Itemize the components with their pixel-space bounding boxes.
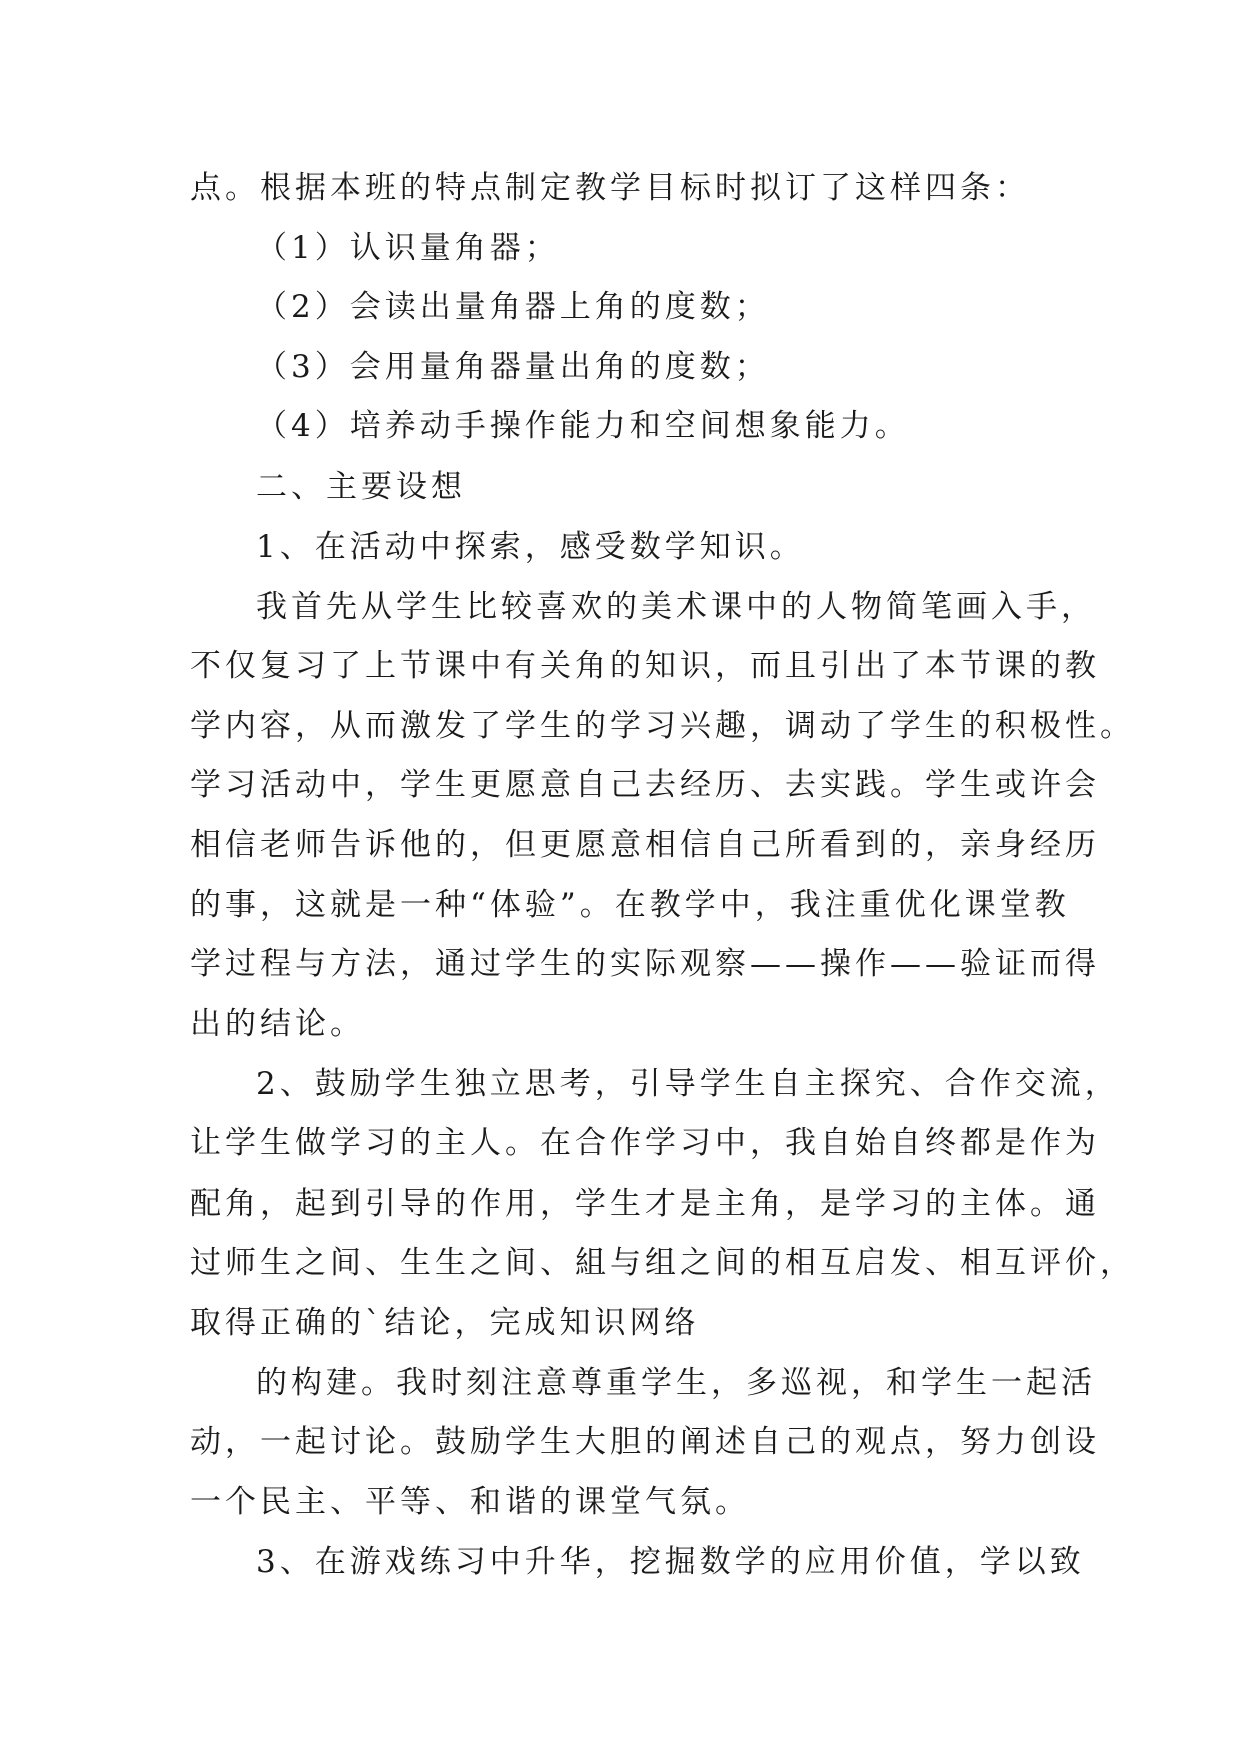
subsection-heading: 1、在活动中探索，感受数学知识。: [256, 529, 805, 565]
list-item: （3）会用量角器量出角的度数；: [256, 349, 770, 385]
section-heading: 二、主要设想: [256, 469, 466, 505]
text-line: 相信老师告诉他的，但更愿意相信自己所看到的，亲身经历: [190, 827, 1100, 863]
text-line: 让学生做学习的主人。在合作学习中，我自始自终都是作为: [190, 1125, 1100, 1161]
text-line: 2、鼓励学生独立思考，引导学生自主探究、合作交流，: [256, 1066, 1120, 1102]
text-line: 我首先从学生比较喜欢的美术课中的人物简笔画入手，: [256, 589, 1096, 625]
text-line: 学过程与方法，通过学生的实际观察——操作——验证而得: [190, 946, 1100, 982]
text-line: 不仅复习了上节课中有关角的知识，而且引出了本节课的教: [190, 648, 1100, 684]
text-line: 动，一起讨论。鼓励学生大胆的阐述自己的观点，努力创设: [190, 1424, 1100, 1460]
text-line: 的构建。我时刻注意尊重学生，多巡视，和学生一起活: [256, 1365, 1096, 1401]
text-line: 一个民主、平等、和谐的课堂气氛。: [190, 1484, 750, 1520]
text-line: 配角，起到引导的作用，学生才是主角，是学习的主体。通: [190, 1186, 1100, 1222]
list-item: （2）会读出量角器上角的度数；: [256, 289, 770, 325]
list-item: （1）认识量角器；: [256, 230, 560, 266]
text-line: 学内容，从而激发了学生的学习兴趣，调动了学生的积极性。: [190, 708, 1135, 744]
text-line: 的事，这就是一种“体验”。在教学中，我注重优化课堂教: [190, 887, 1070, 923]
text-line: 点。根据本班的特点制定教学目标时拟订了这样四条：: [190, 170, 1030, 206]
text-line: 3、在游戏练习中升华，挖掘数学的应用价值，学以致: [256, 1544, 1085, 1580]
text-line: 学习活动中，学生更愿意自己去经历、去实践。学生或许会: [190, 767, 1100, 803]
text-line: 取得正确的`结论，完成知识网络: [190, 1305, 700, 1341]
list-item: （4）培养动手操作能力和空间想象能力。: [256, 408, 910, 444]
text-line: 出的结论。: [190, 1006, 365, 1042]
text-line: 过师生之间、生生之间、組与组之间的相互启发、相互评价，: [190, 1245, 1135, 1281]
